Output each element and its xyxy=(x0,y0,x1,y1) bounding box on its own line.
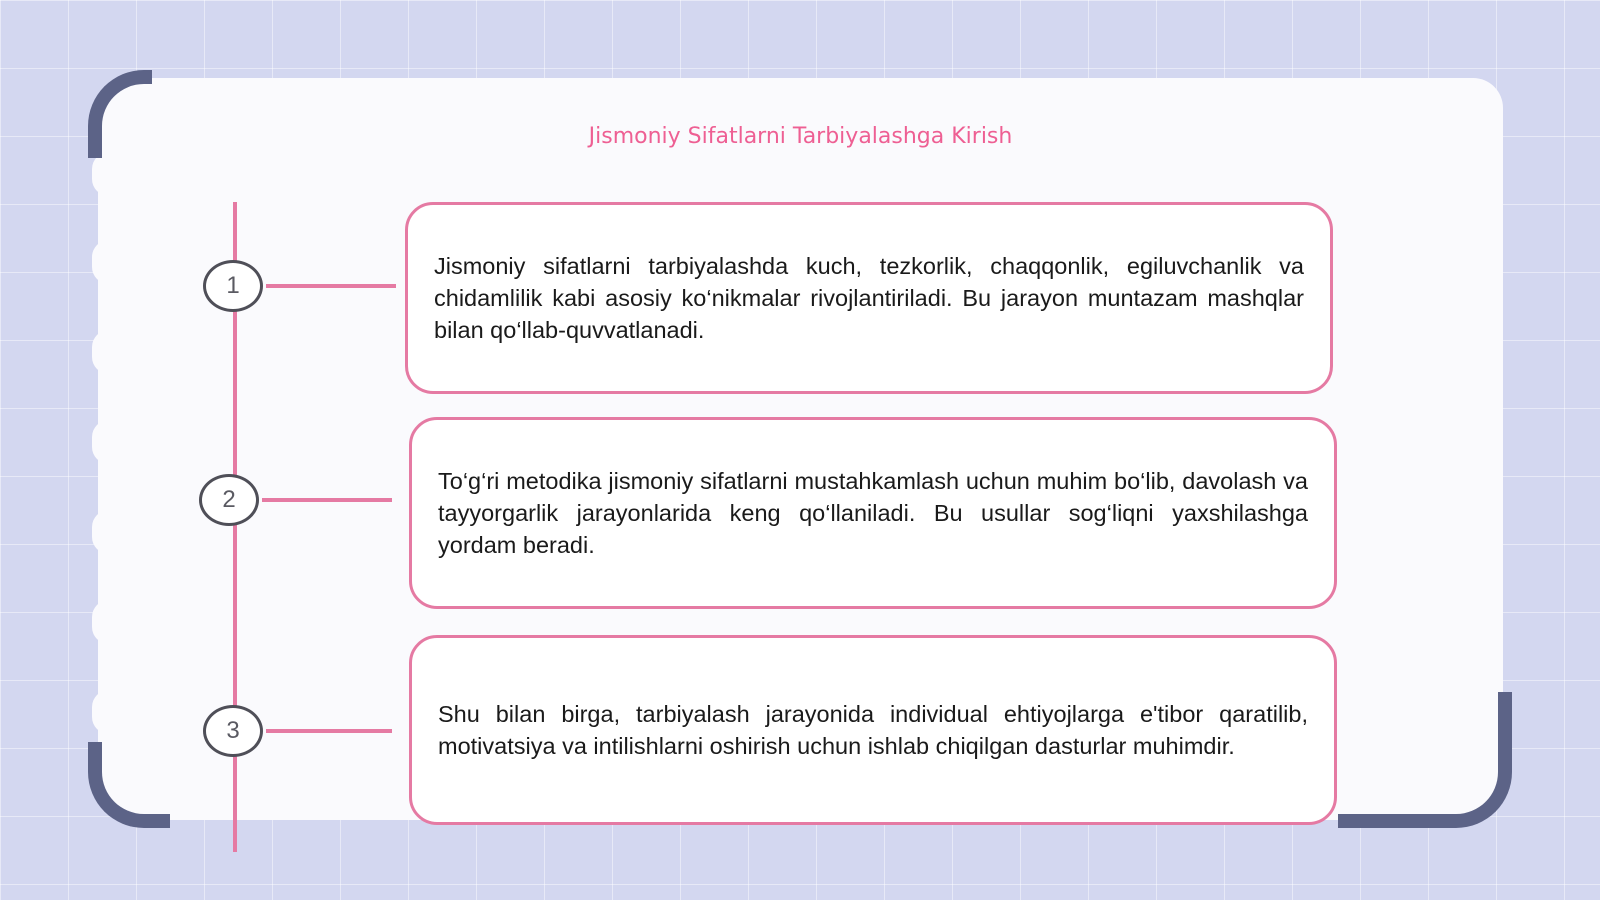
timeline-card-text: Jismoniy sifatlarni tarbiyalashda kuch, tezkorlik, chaqqonlik, egiluvchanlik va chidamlilik kabi asosiy ko‘nikmalar rivojlantiriladi. Bu jarayon muntazam mashqlar bilan qo‘llab-quvvatlanadi. xyxy=(434,253,1304,343)
timeline-connector xyxy=(266,729,392,733)
frame-corner-bottom-right xyxy=(1338,692,1512,828)
slide-title: Jismoniy Sifatlarni Tarbiyalashga Kirish xyxy=(588,124,1013,149)
notebook-tab xyxy=(92,420,126,464)
timeline-card-3 xyxy=(409,635,1337,825)
timeline-card-text: Shu bilan birga, tarbiyalash jarayonida individual ehtiyojlarga e'tibor qaratilib, motivatsiya va intilishlarni oshirish uchun ishlab chiqilgan dasturlar muhimdir. xyxy=(438,701,1308,759)
timeline-card-2 xyxy=(409,417,1337,609)
notebook-tab xyxy=(92,600,126,644)
timeline-node-number: 1 xyxy=(226,272,240,299)
frame-corner-bottom-left xyxy=(88,742,170,828)
notebook-tab xyxy=(92,152,126,196)
timeline-card-1 xyxy=(405,202,1333,394)
timeline-node-2 xyxy=(199,474,259,526)
timeline-node-number: 3 xyxy=(226,717,240,744)
timeline-card-text: To‘g‘ri metodika jismoniy sifatlarni mustahkamlash uchun muhim bo‘lib, davolash va tayyorgarlik jarayonlarida keng qo‘llaniladi. Bu usullar sog‘liqni yaxshilashga yordam beradi. xyxy=(438,468,1308,558)
notebook-tab xyxy=(92,240,126,284)
timeline-node-number: 2 xyxy=(222,486,236,513)
timeline-node-1 xyxy=(203,260,263,312)
notebook-tab xyxy=(92,510,126,554)
notebook-tab xyxy=(92,690,126,734)
notebook-tab xyxy=(92,330,126,374)
timeline-node-3 xyxy=(203,705,263,757)
timeline-connector xyxy=(266,284,396,288)
timeline-connector xyxy=(262,498,392,502)
